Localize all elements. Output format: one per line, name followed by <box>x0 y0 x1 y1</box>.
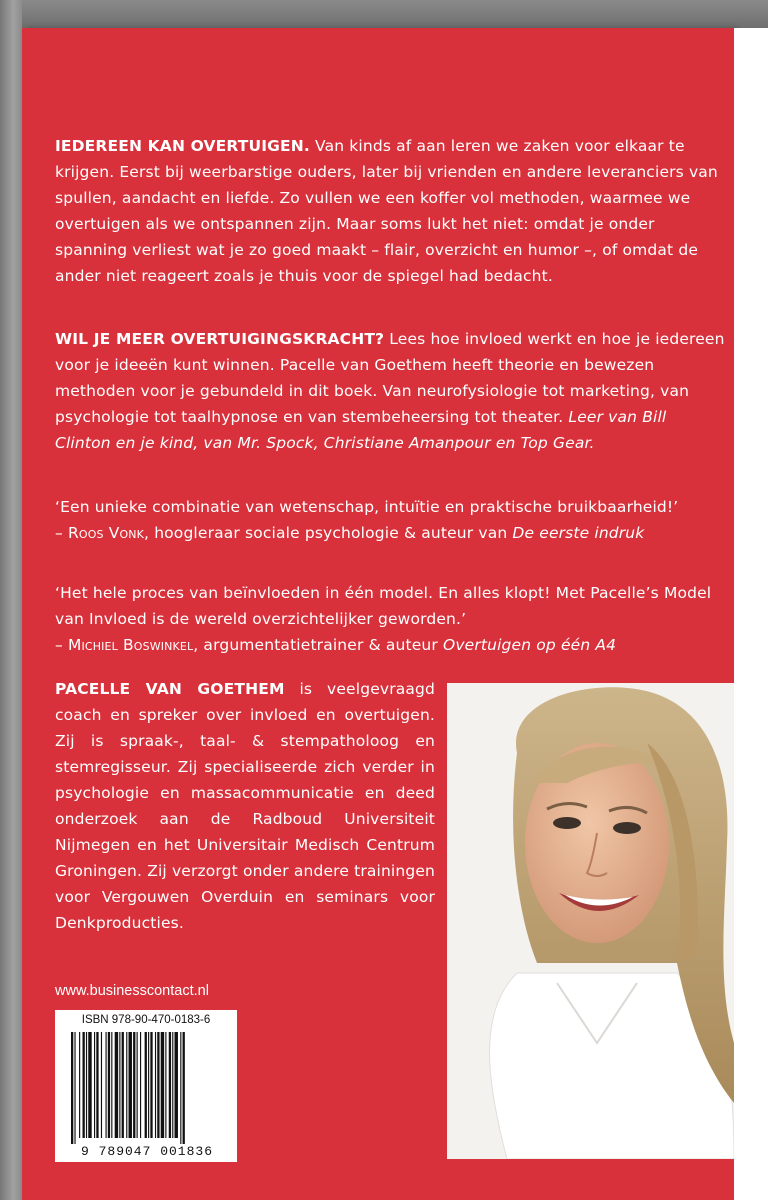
quote-author: Roos Vonk <box>67 524 145 542</box>
author-bio <box>55 676 435 936</box>
isbn-number: ISBN 978-90-470-0183-6 <box>81 1014 211 1026</box>
persuasion-heading: WIL JE MEER OVERTUIGINGSKRACHT? <box>55 330 385 348</box>
persuasion-paragraph <box>55 326 725 456</box>
quote-book: Overtuigen op één A4 <box>443 636 617 654</box>
book-top-edge <box>0 0 768 28</box>
quote-dash: – <box>55 636 63 654</box>
intro-body: Van kinds af aan leren we zaken voor elkaar te krijgen. Eerst bij weerbarstige ouders, later bij vrienden en andere leveranciers van spullen, aandacht en liefde. Zo vullen we een koffer vol methoden, waarmee we overtuigen als we ontspannen zijn. Maar soms lukt het niet: omdat je onder spanning verliest wat je zo goed maakt – flair, overzicht en humor –, of omdat de ander niet reageert zoals je thuis voor de spiegel had bedacht. <box>55 137 718 285</box>
quote-text: ‘Het hele proces van beïnvloeden in één model. En alles klopt! Met Pacelle’s Model van Invloed is de wereld overzichtelijker geworden.’ <box>55 584 712 628</box>
quote-boswinkel <box>55 580 725 658</box>
author-name: PACELLE VAN GOETHEM <box>55 680 285 698</box>
persuasion-body: Lees hoe invloed werkt en hoe je iedereen voor je ideeën kunt winnen. Pacelle van Goethem heeft theorie en bewezen methoden voor je gebundeld in dit boek. Van neurofysiologie tot marketing, van psychologie tot taalhypnose en van stembeheersing tot theater. <box>55 330 725 426</box>
author-photo <box>447 683 734 1159</box>
quote-vonk <box>55 494 725 546</box>
author-bio-text: is veelgevraagd coach en spreker over invloed en overtuigen. Zij is spraak-, taal- & stempatholoog en stemregisseur. Zij specialiseerde zich verder in psychologie en massacommunicatie en deed onderzoek aan de Radboud Universiteit Nijmegen en het Universitair Medisch Centrum Groningen. Zij verzorgt onder andere trainingen voor Vergouwen Overduin en seminars voor Denkproducties. <box>55 680 435 932</box>
barcode-bars <box>69 1032 223 1144</box>
quote-text: ‘Een unieke combinatie van wetenschap, intuïtie en praktische bruikbaarheid!’ <box>55 498 679 516</box>
quote-role: , argumentatietrainer & auteur <box>193 636 438 654</box>
intro-paragraph <box>55 133 725 289</box>
intro-heading: IEDEREEN KAN OVERTUIGEN. <box>55 137 310 155</box>
quote-author: Michiel Boswinkel <box>67 636 194 654</box>
barcode <box>55 1010 237 1162</box>
persuasion-italic: Leer van Bill Clinton en je kind, van Mr. Spock, Christiane Amanpour en Top Gear. <box>55 408 667 452</box>
ean-number: 9 789047 001836 <box>80 1144 214 1159</box>
quote-dash: – <box>55 524 63 542</box>
page-edge <box>734 28 768 1200</box>
quote-role: , hoogleraar sociale psychologie & auteur van <box>144 524 508 542</box>
book-spine-edge <box>0 0 22 1200</box>
quote-book: De eerste indruk <box>512 524 645 542</box>
publisher-website: www.businesscontact.nl <box>55 983 209 999</box>
